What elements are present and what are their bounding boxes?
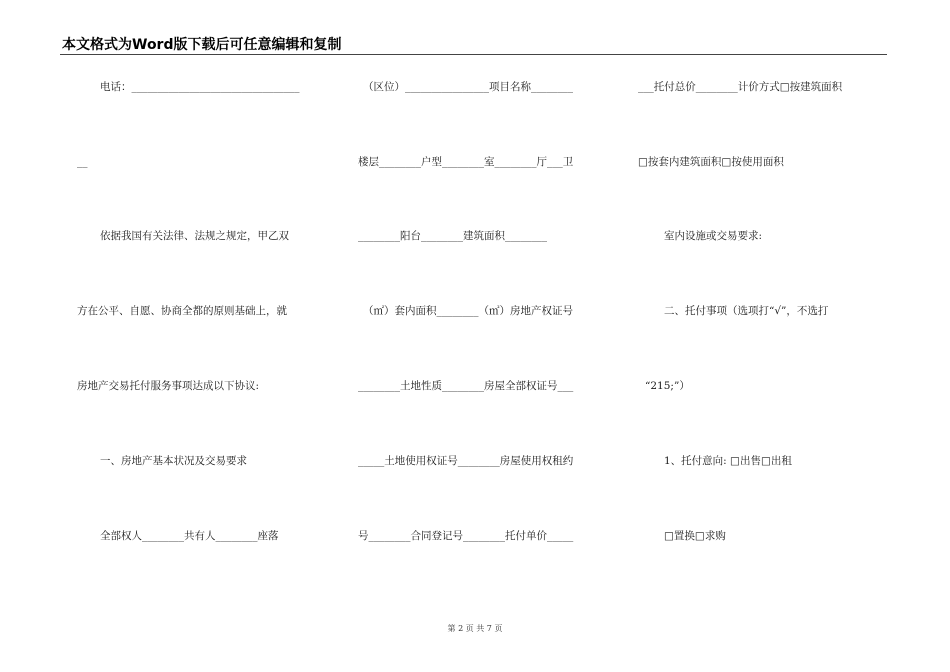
col3-line-6: 1、托付意向: □出售□出租 (664, 455, 792, 467)
col1-line-3: 依据我国有关法律、法规之规定，甲乙双 (100, 230, 289, 242)
col1-line-4: 方在公平、自愿、协商全都的原则基础上，就 (77, 305, 287, 317)
col3-line-4: 二、托付事项（选项打“√”，不选打 (664, 305, 829, 317)
col3-line-5: “215;”） (645, 380, 690, 392)
col2-line-5: ________土地性质________房屋全部权证号___ (358, 380, 574, 392)
col1-line-5: 房地产交易托付服务事项达成以下协议: (77, 380, 260, 392)
col2-line-7: 号________合同登记号________托付单价_____ (358, 530, 574, 542)
col2-line-1: （区位）________________项目名称________ (363, 81, 573, 93)
col2-line-3: ________阳台________建筑面积________ (358, 230, 547, 242)
col3-line-1: ___托付总价________计价方式□按建筑面积 (638, 81, 843, 93)
col1-line-7: 全部权人________共有人________座落 (100, 530, 279, 542)
col2-line-4: （㎡）套内面积________（㎡）房地产权证号 (363, 305, 573, 317)
header-divider (60, 54, 887, 55)
document-header-title: 本文格式为Word版下载后可任意编辑和复制 (62, 37, 342, 53)
page-number-footer: 第 2 页 共 7 页 (447, 624, 503, 633)
col2-line-2: 楼层________户型________室________厅___卫 (358, 156, 574, 168)
col3-line-3: 室内设施或交易要求: (664, 230, 763, 242)
col1-line-2: __ (77, 156, 88, 168)
col3-line-7: □置换□求购 (664, 530, 726, 542)
col2-line-6: _____土地使用权证号________房屋使用权租约 (358, 455, 574, 467)
col3-line-2: □按套内建筑面积□按使用面积 (638, 156, 784, 168)
col1-line-1: 电话：________________________________ (100, 81, 300, 93)
col1-line-6: 一、房地产基本状况及交易要求 (100, 455, 247, 467)
